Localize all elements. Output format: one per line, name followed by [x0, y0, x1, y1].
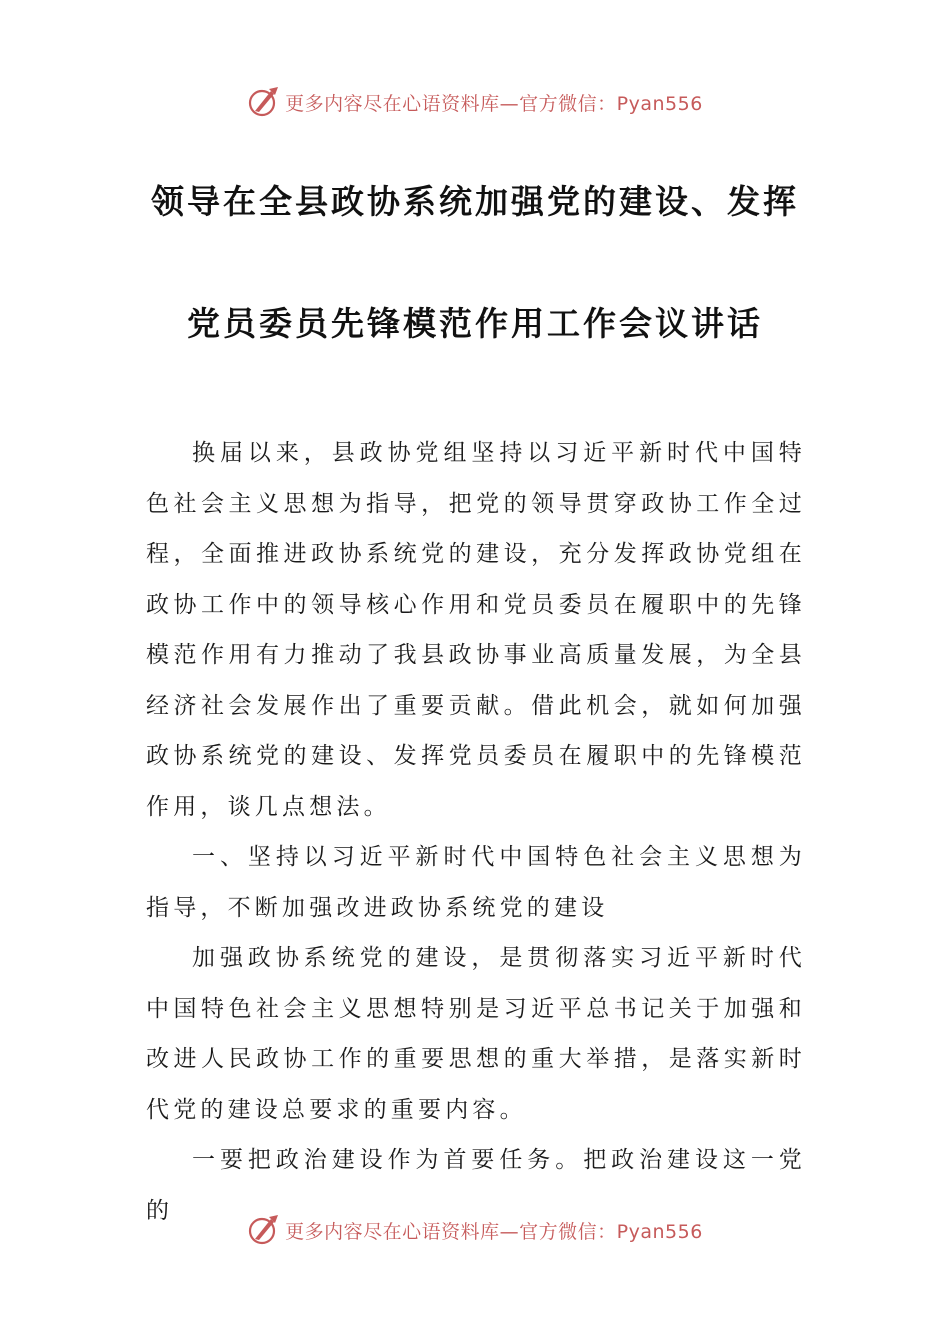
section-heading: 一、坚持以习近平新时代中国特色社会主义思想为指导，不断加强改进政协系统党的建设 — [146, 844, 806, 921]
document-title-line-2: 党员委员先锋模范作用工作会议讲话 — [187, 304, 763, 343]
footer-watermark — [0, 1210, 950, 1250]
document-title-line-1: 领导在全县政协系统加强党的建设、发挥 — [151, 182, 799, 221]
quill-seal-icon — [247, 1213, 281, 1247]
paragraph: 加强政协系统党的建设，是贯彻落实习近平新时代中国特色社会主义思想特别是习近平总书记关于加强和改进人民政协工作的重要思想的重大举措，是落实新时代党的建设总要求的重要内容。 — [146, 945, 806, 1123]
watermark-text: 更多内容尽在心语资料库—官方微信：Pyan556 — [285, 1220, 703, 1243]
watermark-text: 更多内容尽在心语资料库—官方微信：Pyan556 — [285, 92, 703, 115]
header-watermark — [0, 82, 950, 122]
paragraph: 一要把政治建设作为首要任务。把政治建设这一党的 — [146, 1147, 806, 1224]
paragraph: 换届以来，县政协党组坚持以习近平新时代中国特色社会主义思想为指导，把党的领导贯穿政协工作全过程，全面推进政协系统党的建设，充分发挥政协党组在政协工作中的领导核心作用和党员委员在履职中的先锋模范作用有力推动了我县政协事业高质量发展，为全县经济社会发展作出了重要贡献。借此机会，就如何加强政协系统党的建设、发挥党员委员在履职中的先锋模范作用，谈几点想法。 — [146, 440, 806, 820]
quill-seal-icon — [247, 85, 281, 119]
document-body — [146, 428, 806, 1236]
